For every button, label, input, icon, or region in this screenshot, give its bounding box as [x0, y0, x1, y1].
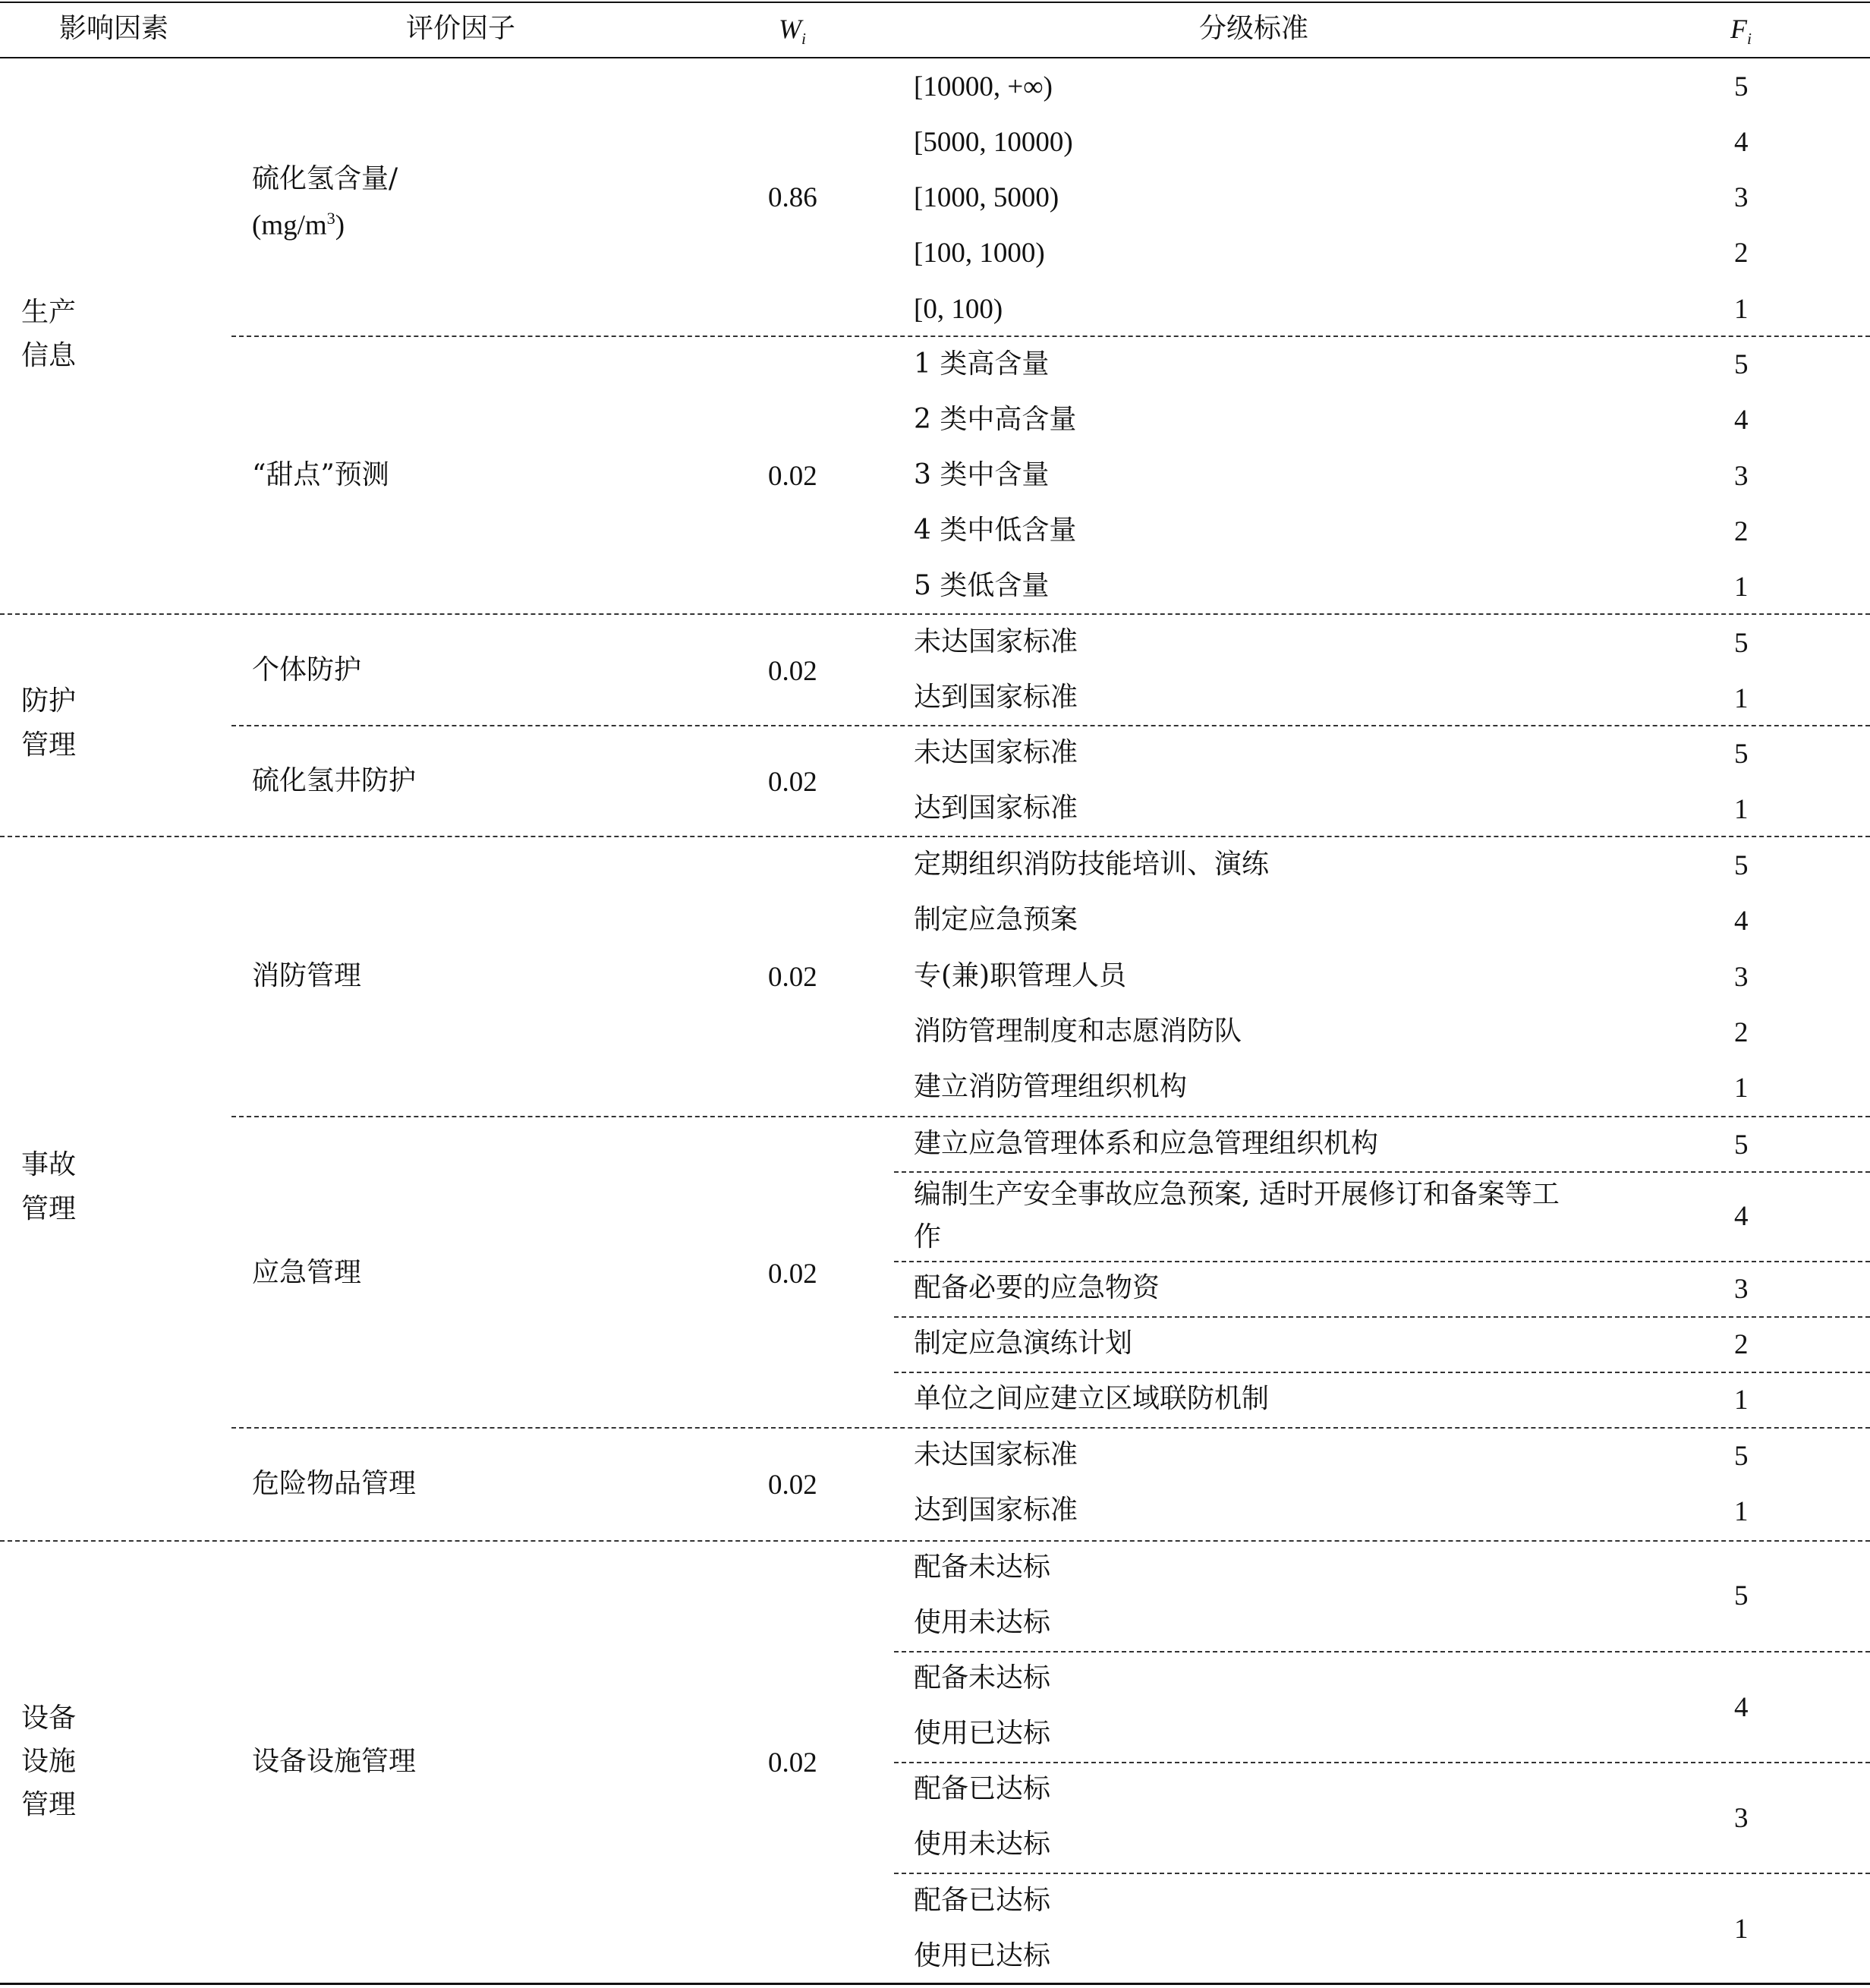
- header-weight: [779, 9, 806, 58]
- criteria-score: 3: [1734, 962, 1749, 993]
- criteria-text: 未达国家标准: [914, 737, 1078, 768]
- header-score-subscript: i: [1747, 30, 1752, 49]
- criteria-text: 制定应急演练计划: [914, 1328, 1133, 1359]
- criteria-score: 1: [1734, 572, 1749, 603]
- indicator-weight: 0.02: [768, 461, 817, 492]
- criteria-text: 配备未达标: [914, 1662, 1051, 1693]
- indicator-name: 危险物品管理: [252, 1468, 417, 1499]
- group-separator: [0, 1540, 1870, 1542]
- indicator-name: 硫化氢井防护: [252, 765, 417, 796]
- indicator-weight: 0.02: [768, 656, 817, 687]
- criteria-score: 1: [1734, 1073, 1749, 1104]
- indicator-name: 个体防护: [252, 654, 362, 685]
- criteria-score: 5: [1734, 349, 1749, 380]
- criteria-score: 5: [1734, 1441, 1749, 1472]
- indicator-unit-prefix: (mg/m: [252, 210, 327, 241]
- group-label: 管理: [21, 1193, 77, 1224]
- top-rule: [0, 2, 1870, 3]
- criteria-score: 1: [1734, 1496, 1749, 1527]
- criteria-text: 建立消防管理组织机构: [914, 1071, 1188, 1102]
- indicator-unit-exponent: 3: [326, 209, 335, 228]
- row-separator: [231, 1116, 1870, 1117]
- indicator-weight: 0.86: [768, 182, 817, 213]
- criteria-text: 4 类中低含量: [914, 515, 1077, 546]
- criteria-score: 2: [1734, 516, 1749, 547]
- criteria-text: 1 类高含量: [914, 348, 1050, 380]
- header-indicator: 评价因子: [406, 13, 516, 44]
- criteria-score: 5: [1734, 739, 1749, 770]
- criteria-text: [5000, 10000): [914, 127, 1073, 158]
- header-weight-symbol: W: [779, 14, 801, 44]
- group-label: 管理: [21, 1789, 77, 1820]
- group-separator: [0, 613, 1870, 615]
- criteria-score: 1: [1734, 1385, 1749, 1416]
- criteria-score: 5: [1734, 1580, 1749, 1612]
- indicator-name: 设备设施管理: [252, 1746, 417, 1777]
- criteria-score: 3: [1734, 1274, 1749, 1305]
- criteria-text: 未达国家标准: [914, 626, 1078, 657]
- group-label: 生产: [21, 297, 77, 328]
- criteria-text: 制定应急预案: [914, 904, 1078, 935]
- indicator-name: 硫化氢含量/: [252, 163, 398, 194]
- group-label: 设备: [21, 1703, 77, 1734]
- criteria-text: 定期组织消防技能培训、演练: [914, 849, 1270, 880]
- criteria-score: 2: [1734, 1329, 1749, 1360]
- criteria-text: 配备已达标: [914, 1885, 1051, 1916]
- header-factor: 影响因素: [59, 13, 169, 44]
- criteria-score: 1: [1734, 683, 1749, 714]
- criteria-text: 5 类低含量: [914, 570, 1050, 601]
- criteria-score: 3: [1734, 1803, 1749, 1834]
- criteria-score: 2: [1734, 238, 1749, 269]
- criteria-text: 使用未达标: [914, 1829, 1051, 1860]
- criteria-text: 使用未达标: [914, 1607, 1051, 1638]
- header-rule: [0, 57, 1870, 58]
- indicator-weight: 0.02: [768, 1470, 817, 1501]
- criteria-text: 达到国家标准: [914, 682, 1078, 713]
- sub-row-separator: [894, 1762, 1870, 1763]
- criteria-text: 建立应急管理体系和应急管理组织机构: [914, 1128, 1379, 1159]
- indicator-name: “甜点”预测: [252, 459, 389, 490]
- criteria-score: 4: [1734, 405, 1749, 436]
- criteria-text: 配备必要的应急物资: [914, 1272, 1160, 1303]
- group-label: 事故: [21, 1149, 77, 1180]
- indicator-weight: 0.02: [768, 962, 817, 993]
- criteria-text: 配备已达标: [914, 1773, 1051, 1804]
- criteria-text: 未达国家标准: [914, 1439, 1078, 1470]
- criteria-score: 4: [1734, 127, 1749, 158]
- sub-row-separator: [894, 1316, 1870, 1318]
- criteria-text: 使用已达标: [914, 1940, 1051, 1971]
- sub-row-separator: [894, 1651, 1870, 1652]
- row-separator: [231, 725, 1870, 726]
- sub-row-separator: [894, 1261, 1870, 1262]
- group-separator: [0, 836, 1870, 837]
- group-label: 防护: [21, 685, 77, 717]
- group-label: 信息: [21, 340, 77, 371]
- criteria-text: 消防管理制度和志愿消防队: [914, 1016, 1242, 1047]
- criteria-text: 3 类中含量: [914, 459, 1050, 490]
- criteria-score: 1: [1734, 1914, 1749, 1945]
- sub-row-separator: [894, 1171, 1870, 1173]
- indicator-weight: 0.02: [768, 767, 817, 798]
- criteria-text: [0, 100): [914, 294, 1003, 325]
- criteria-text: 达到国家标准: [914, 792, 1078, 824]
- row-separator: [231, 1427, 1870, 1429]
- criteria-text: 编制生产安全事故应急预案, 适时开展修订和备案等工: [914, 1179, 1560, 1210]
- header-score-symbol: F: [1730, 14, 1747, 44]
- criteria-text-continued: 作: [914, 1221, 942, 1252]
- group-label: 管理: [21, 729, 77, 761]
- criteria-text: 使用已达标: [914, 1718, 1051, 1749]
- criteria-text: [100, 1000): [914, 238, 1045, 269]
- criteria-score: 4: [1734, 1201, 1749, 1232]
- criteria-text: [10000, +∞): [914, 71, 1053, 102]
- criteria-score: 3: [1734, 461, 1749, 492]
- criteria-score: 4: [1734, 1692, 1749, 1723]
- sub-row-separator: [894, 1873, 1870, 1874]
- indicator-unit: [252, 199, 345, 245]
- header-criteria: 分级标准: [1199, 13, 1309, 44]
- bottom-rule: [0, 1983, 1870, 1985]
- indicator-name: 消防管理: [252, 960, 362, 991]
- criteria-score: 5: [1734, 628, 1749, 659]
- criteria-score: 1: [1734, 294, 1749, 325]
- row-separator: [231, 336, 1870, 337]
- criteria-text: 2 类中高含量: [914, 404, 1077, 435]
- criteria-text: 配备未达标: [914, 1552, 1051, 1583]
- group-label: 设施: [21, 1746, 77, 1777]
- indicator-weight: 0.02: [768, 1259, 817, 1290]
- criteria-text: 专(兼)职管理人员: [914, 960, 1127, 991]
- criteria-score: 5: [1734, 1129, 1749, 1161]
- criteria-text: 达到国家标准: [914, 1495, 1078, 1526]
- header-weight-subscript: i: [801, 30, 806, 49]
- indicator-weight: 0.02: [768, 1747, 817, 1778]
- sub-row-separator: [894, 1372, 1870, 1373]
- indicator-unit-suffix: ): [335, 210, 345, 241]
- header-score: [1730, 9, 1752, 58]
- criteria-score: 4: [1734, 906, 1749, 937]
- criteria-score: 5: [1734, 71, 1749, 102]
- criteria-text: [1000, 5000): [914, 182, 1059, 213]
- indicator-name: 应急管理: [252, 1257, 362, 1288]
- criteria-score: 5: [1734, 850, 1749, 881]
- criteria-text: 单位之间应建立区域联防机制: [914, 1383, 1270, 1414]
- criteria-score: 3: [1734, 182, 1749, 213]
- criteria-score: 2: [1734, 1017, 1749, 1048]
- criteria-score: 1: [1734, 794, 1749, 825]
